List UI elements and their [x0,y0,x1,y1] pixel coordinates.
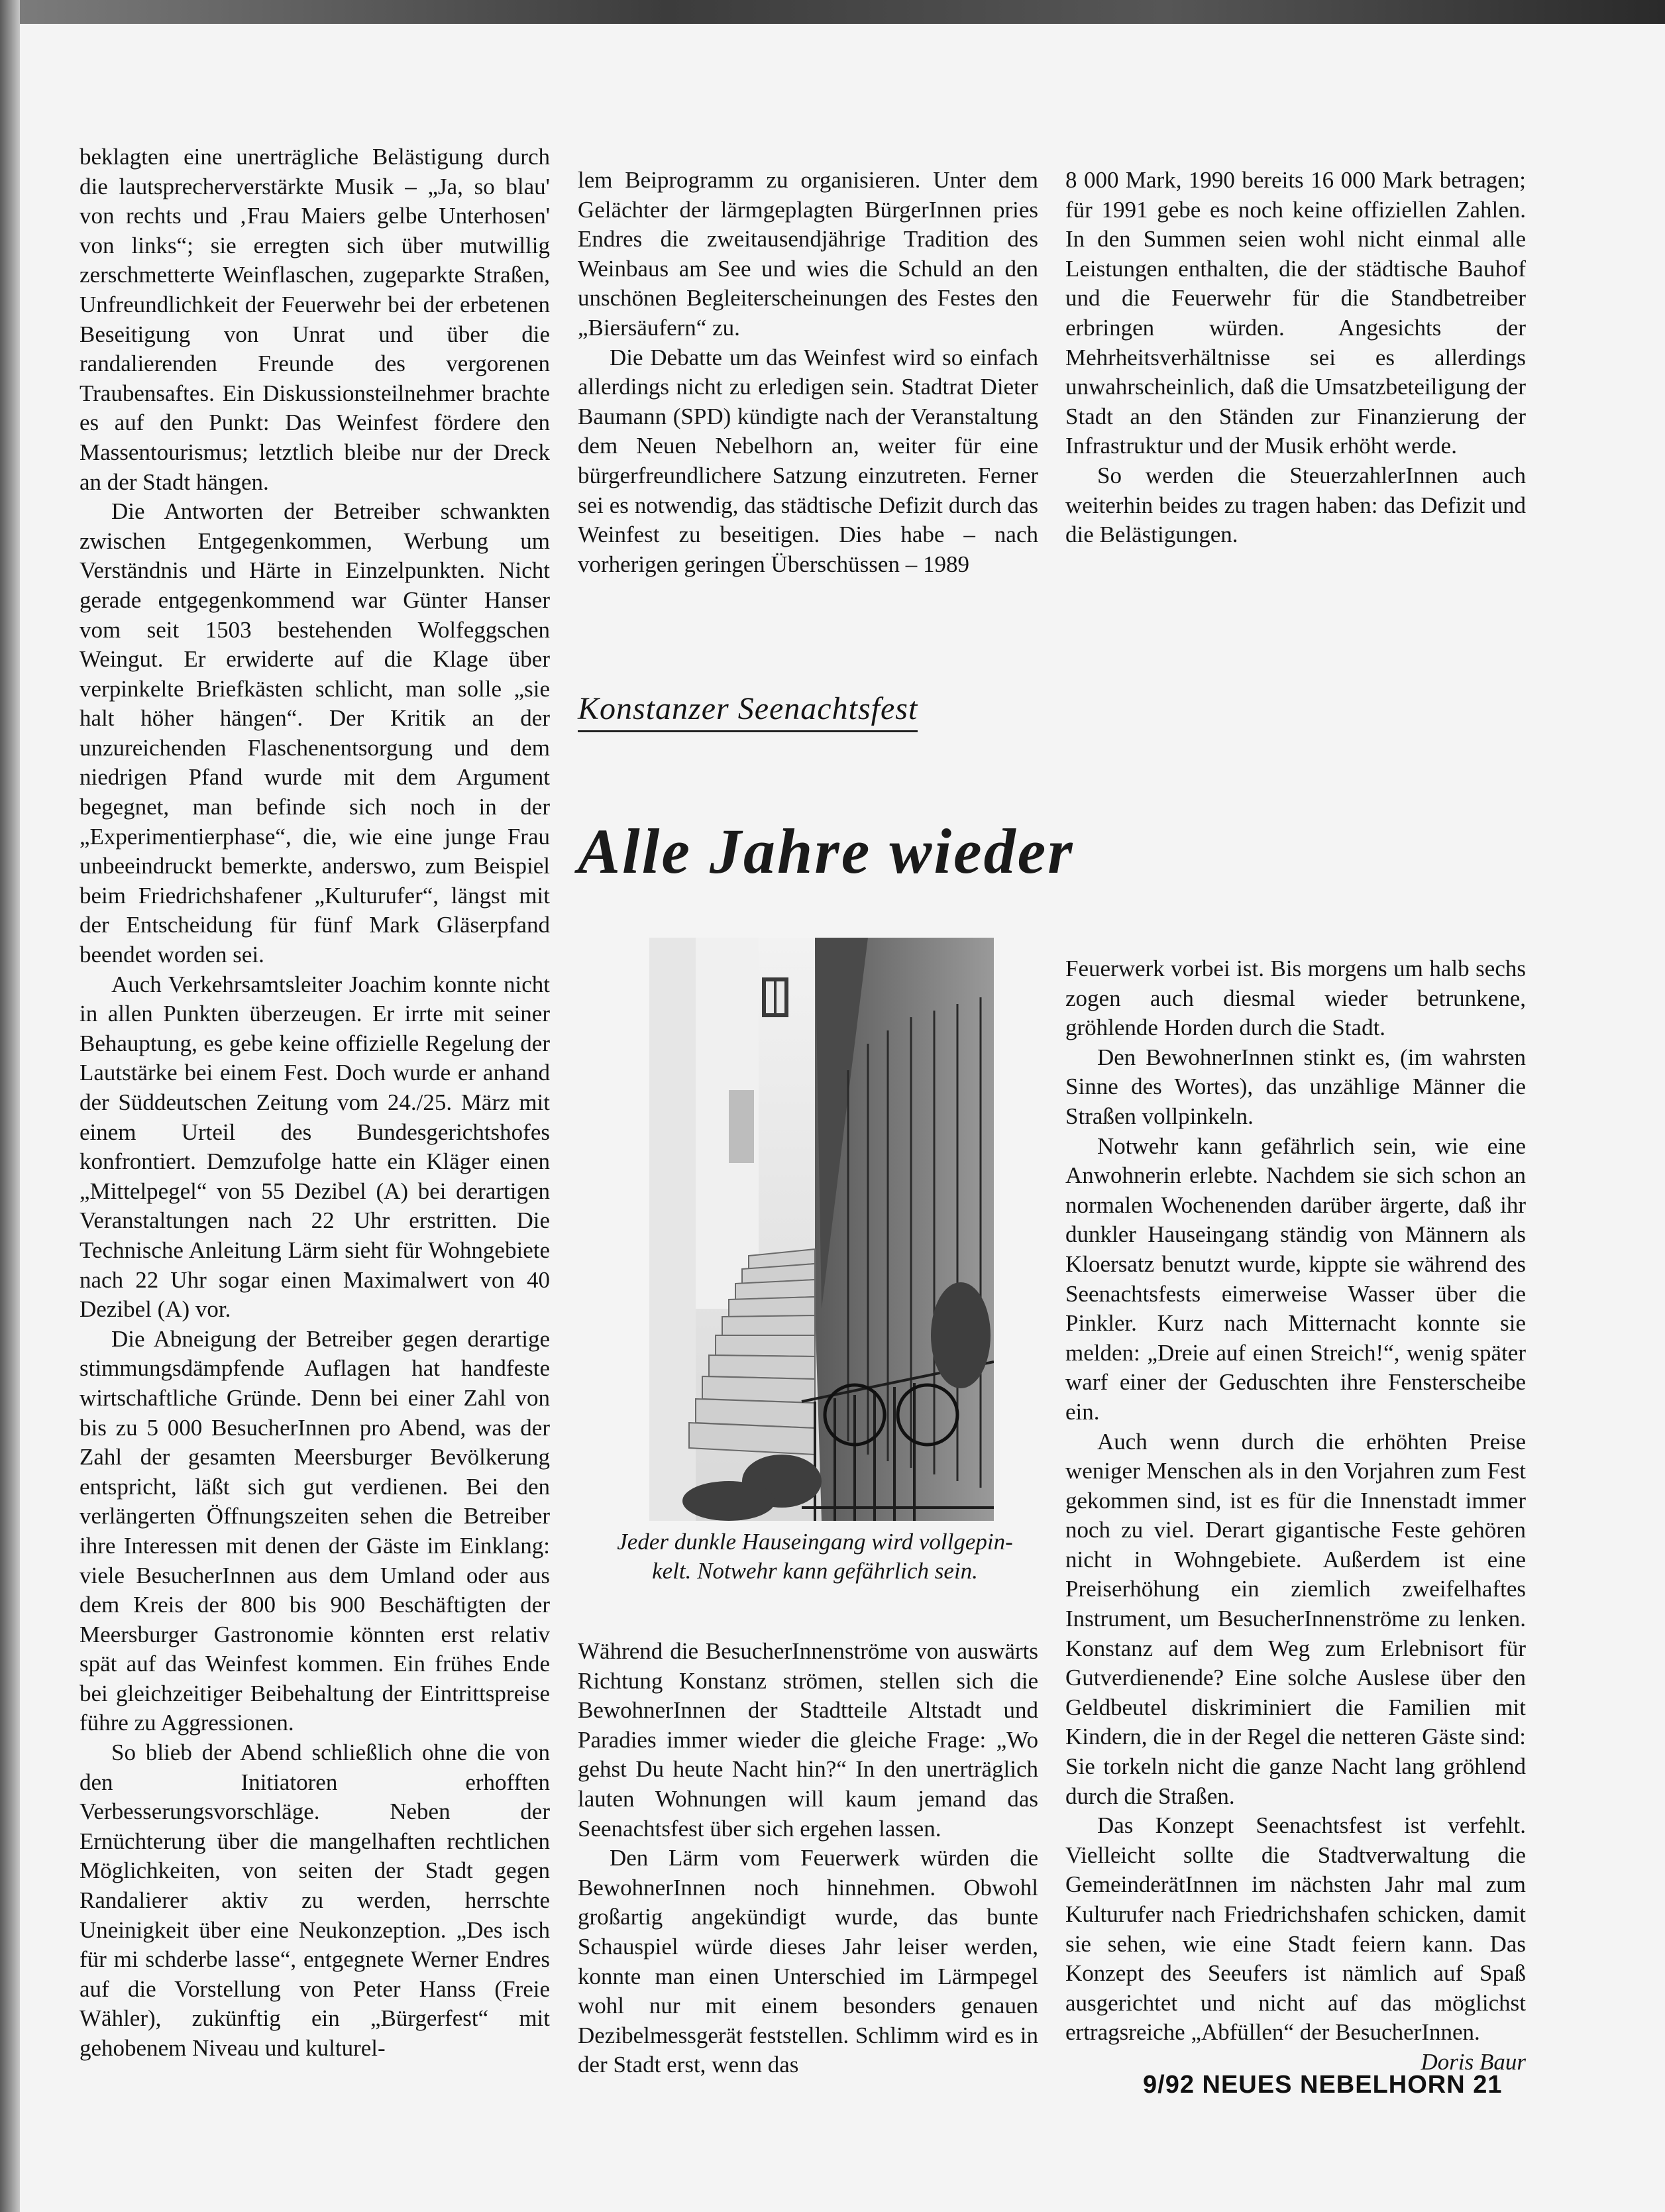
paragraph: Auch Verkehrsamtsleiter Joachim konnte nicht in allen Punkten überzeugen. Er irrte mit seiner Behauptung, es gebe keine offizielle Regelung der Lautstärke bei einem Fest. Doch wurde er anhand der Süddeutschen Zeitung vom 24./25. März mit einem Urteil des Bundesgerichtshofes konfrontiert. Demzufolge hatte ein Kläger einen „Mittelpegel“ von 55 Dezibel (A) bei derartigen Veranstaltungen nach 22 Uhr erstritten. Die Technische Anleitung Lärm sieht für Wohngebiete nach 22 Uhr sogar einen Maximalwert von 40 Dezibel (A) vor. [80,971,550,1323]
paragraph: 8 000 Mark, 1990 bereits 16 000 Mark betragen; für 1991 gebe es noch keine offiziellen Zahlen. In den Summen seien wohl nicht einmal alle Leistungen enthalten, die der städtische Bauhof und die Feuerwehr für die Standbetreiber erbringen würden. Angesichts der Mehrheitsverhältnisse sei es allerdings unwahrscheinlich, daß die Umsatzbeteiligung der Stadt an den Ständen zur Finanzierung der Infrastruktur und der Musik erhöht werde. [1065,167,1526,459]
article-column-4 [578,1637,1038,2080]
paragraph: lem Beiprogramm zu organisieren. Unter dem Gelächter der lärmgeplagten BürgerInnen pries Endres die zweitausendjährige Tradition des Weinbaus am See und wies die Schuld an den unschönen Begleiterscheinungen des Festes den „Biersäufern“ zu. [578,167,1038,341]
paragraph: Die Abneigung der Betreiber gegen derartige stimmungsdämpfende Auflagen hat handfeste wirtschaftliche Gründe. Denn bei einer Zahl von bis zu 5 000 BesucherInnen pro Abend, was der Zahl der gesamten Meersburger Bevölkerung entspricht, läßt sich gut verdienen. Bei den verlängerten Öffnungszeiten sehen die Betreiber ihre Interessen mit denen der Gäste im Einklang: viele BesucherInnen aus dem Umland oder aus dem Kreis der 800 bis 900 Beschäftigten der Meersburger Gastronomie könnten erst relativ spät auf das Weinfest kommen. Ein frühes Ende bei gleichzeitiger Beibehaltung der Eintrittspreise führe zu Aggressionen. [80,1325,550,1736]
paragraph-text: Das Konzept Seenachtsfest ist verfehlt. Vielleicht sollte die Stadtverwaltung die GemeinderätInnen im nächsten Jahr mal zum Kulturufer nach Friedrichshafen schicken, damit sie sehen, wie eine Stadt feiern kann. Das Konzept des Seeufers ist nämlich auf Spaß ausgerichtet und nicht auf das möglichst ertragsreiche „Abfüllen“ der BesucherInnen. [1065,1812,1526,2046]
page-footer: 9/92 NEUES NEBELHORN 21 [1143,2071,1503,2099]
caption-line: kelt. Notwehr kann gefährlich sein. [652,1558,978,1584]
paragraph: Den Lärm vom Feuerwerk würden die BewohnerInnen noch hinnehmen. Obwohl großartig angekündigt wurde, das bunte Schauspiel würde dieses Jahr leiser werden, konnte man einen Unterschied im Lärmpegel wohl nur mit einem besonders genauen Dezibelmessgerät feststellen. Schlimm wird es in der Stadt erst, wenn das [578,1845,1038,2078]
article-column-5 [1065,954,1526,2077]
paragraph: Die Debatte um das Weinfest wird so einfach allerdings nicht zu erledigen sein. Stadtrat Dieter Baumann (SPD) kündigte nach der Veranstaltung dem Neuen Nebelhorn an, weiter für eine bürgerfreundlichere Satzung einzutreten. Ferner sei es notwendig, das städtische Defizit durch das Weinfest zu beseitigen. Dies habe – nach vorherigen geringen Überschüssen – 1989 [578,344,1038,577]
paragraph: beklagten eine unerträgliche Belästigung durch die lautsprecherverstärkte Musik – „Ja, so blau' von rechts und ‚Frau Maiers gelbe Unterhosen' von links“; sie erregten sich über mutwillig zerschmetterte Weinflaschen, zugeparkte Straßen, Unfreundlichkeit der Feuerwehr bei der erbetenen Beseitigung von Unrat und über die randalierenden Freunde des vergorenen Traubensaftes. Ein Diskussionsteilnehmer brachte es auf den Punkt: Das Weinfest fördere den Massentourismus; letztlich bleibe nur der Dreck an der Stadt hängen. [80,144,550,495]
article-column-3 [1065,166,1526,550]
paragraph: So blieb der Abend schließlich ohne die von den Initiatoren erhofften Verbesserungsvorschläge. Neben der Ernüchterung über die mangelhaften rechtlichen Möglichkeiten, von seiten der Stadt gegen Randalierer aktiv zu werden, herrschte Uneinigkeit über eine Neukonzeption. „Des isch für mi schderbe lasse“, entgegnete Werner Endres auf die Vorstellung von Peter Hanss (Freie Wähler), zukünftig ein „Bürgerfest“ mit gehobenem Niveau und kulturel- [80,1740,550,2061]
article-column-2 [578,166,1038,579]
caption-line: Jeder dunkle Hauseingang wird vollgepin- [617,1529,1013,1555]
paragraph [1065,1811,1526,2075]
article-headline: Alle Jahre wieder [578,816,1075,887]
scan-left-edge [0,0,20,2212]
paragraph: Den BewohnerInnen stinkt es, (im wahrsten Sinne des Wortes), das unzählige Männer die Straßen vollpinkeln. [1065,1044,1526,1129]
photo-caption [596,1527,1034,1586]
article-photo [649,938,994,1521]
article-column-1 [80,142,550,2064]
paragraph: Notwehr kann gefährlich sein, wie eine Anwohnerin erlebte. Nachdem sie sich schon an normalen Wochenenden darüber ärgerte, daß ihr dunkler Hauseingang ständig von Männern als Kloersatz benutzt wurde, kippte sie während des Seenachtsfests eimerweise Wasser über die Pinkler. Kurz nach Mitternacht konnte sie melden: „Dreie auf einen Streich!“, wenig später warf einer der Geduschten ihre Fensterscheibe ein. [1065,1133,1526,1425]
paragraph: Feuerwerk vorbei ist. Bis morgens um halb sechs zogen auch diesmal wieder betrunkene, gröhlende Horden durch die Stadt. [1065,956,1526,1041]
paragraph: Die Antworten der Betreiber schwankten zwischen Entgegenkommen, Werbung um Verständnis und Härte in Einzelpunkten. Nicht gerade entgegenkommend war Günter Hanser vom seit 1503 bestehenden Wolfeggschen Weingut. Er erwiderte auf die Klage über verpinkelte Briefkästen schlicht, man solle „sie halt höher hängen“. Der Kritik an der unzureichenden Flaschenentsorgung und dem niedrigen Pfand wurde mit dem Argument begegnet, man befinde sich noch in der „Experimentierphase“, die, wie eine junge Frau unbeeindruckt bemerkte, anderswo, zum Beispiel beim Friedrichshafener „Kulturufer“, längst mit der Entscheidung für fünf Mark Gläserpfand beendet worden sei. [80,498,550,968]
paragraph: Während die BesucherInnenströme von auswärts Richtung Konstanz strömen, stellen sich die BewohnerInnen der Stadtteile Altstadt und Paradies immer wieder die gleiche Frage: „Wo gehst Du heute Nacht hin?“ In den unerträglich lauten Wohnungen will kaum jemand das Seenachtsfest über sich ergehen lassen. [578,1638,1038,1842]
paragraph: So werden die SteuerzahlerInnen auch weiterhin beides zu tragen haben: das Defizit und die Belästigungen. [1065,462,1526,548]
scan-top-edge [0,0,1665,24]
paragraph: Auch wenn durch die erhöhten Preise weniger Menschen als in den Vorjahren zum Fest gekommen sind, ist es für die Innenstadt immer noch zu viel. Derart gigantische Feste gehören nicht in Wohngebiete. Außerdem ist eine Preiserhöhung ein ziemlich zweifelhaftes Instrument, um BesucherInnenströme zu lenken. Konstanz auf dem Weg zum Erlebnisort für Gutverdienende? Eine solche Auslese über den Geldbeutel diskriminiert die Familien mit Kindern, die in der Regel die netteren Gäste sind: Sie torkeln nicht die ganze Nacht lang gröhlend durch die Straßen. [1065,1428,1526,1809]
section-kicker: Konstanzer Seenachtsfest [578,689,918,732]
author-byline: Doris Baur [1421,2048,1526,2075]
